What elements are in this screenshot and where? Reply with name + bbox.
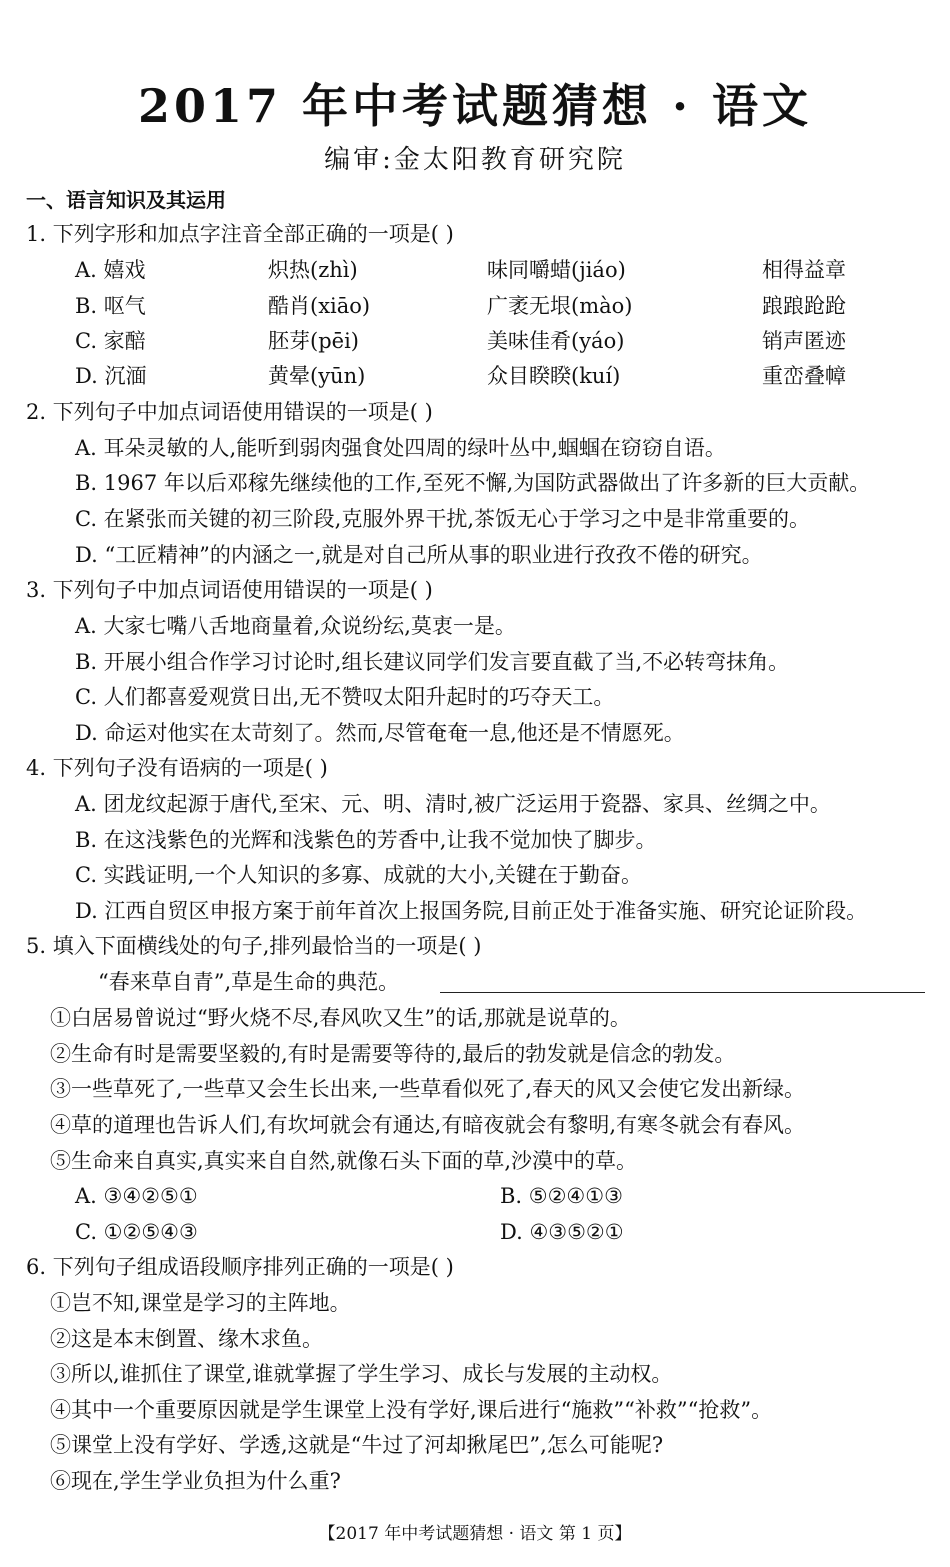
q6-sentence-2: ②这是本末倒置、缘木求鱼。 [50, 1327, 323, 1351]
q3-option-d: D. 命运对他实在太苛刻了。然而,尽管奄奄一息,他还是不情愿死。 [75, 721, 685, 745]
q1-a-col1: A. 嬉戏 [75, 258, 146, 282]
q6-sentence-4: ④其中一个重要原因就是学生课堂上没有学好,课后进行“施救”“补救”“抢救”。 [50, 1398, 773, 1422]
answer-blank-line [440, 992, 925, 993]
q6-sentence-5: ⑤课堂上没有学好、学透,这就是“牛过了河却揪尾巴”,怎么可能呢? [50, 1433, 664, 1457]
q1-d-col1: D. 沉湎 [75, 364, 147, 388]
q6-sentence-3: ③所以,谁抓住了课堂,谁就掌握了学生学习、成长与发展的主动权。 [50, 1362, 673, 1386]
editor-line: 编审:金太阳教育研究院 [324, 145, 626, 175]
q1-d-col4: 重峦叠幛 [762, 364, 846, 388]
q6-sentence-6: ⑥现在,学生学业负担为什么重? [50, 1469, 341, 1493]
q5-choice-d: D. ④③⑤②① [500, 1220, 624, 1244]
q5-lead-sentence: “春来草自青”,草是生命的典范。 [98, 970, 400, 994]
q1-b-col3: 广袤无垠(mào) [487, 294, 633, 318]
q1-c-col1: C. 家醅 [75, 329, 146, 353]
q5-sentence-5: ⑤生命来自真实,真实来自自然,就像石头下面的草,沙漠中的草。 [50, 1149, 638, 1173]
q1-c-col2: 胚芽(pēi) [268, 329, 359, 353]
q1-b-col4: 踉踉跄跄 [762, 294, 846, 318]
section-heading: 一、语言知识及其运用 [26, 188, 226, 212]
q1-b-col1: B. 呕气 [75, 294, 146, 318]
question-2-stem: 2. 下列句子中加点词语使用错误的一项是( ) [26, 400, 433, 424]
q5-sentence-4: ④草的道理也告诉人们,有坎坷就会有通达,有暗夜就会有黎明,有寒冬就会有春风。 [50, 1113, 806, 1137]
q1-b-col2: 酷肖(xiāo) [268, 294, 371, 318]
q2-option-d: D. “工匠精神”的内涵之一,就是对自己所从事的职业进行孜孜不倦的研究。 [75, 543, 763, 567]
question-6-stem: 6. 下列句子组成语段顺序排列正确的一项是( ) [26, 1255, 454, 1279]
q4-option-b: B. 在这浅紫色的光辉和浅紫色的芳香中,让我不觉加快了脚步。 [75, 828, 657, 852]
page-title: 2017 年中考试题猜想 · 语文 [137, 79, 813, 133]
q1-c-col4: 销声匿迹 [762, 329, 846, 353]
q5-sentence-2: ②生命有时是需要坚毅的,有时是需要等待的,最后的勃发就是信念的勃发。 [50, 1042, 736, 1066]
q4-option-c: C. 实践证明,一个人知识的多寡、成就的大小,关键在于勤奋。 [75, 863, 643, 887]
q4-option-d: D. 江西自贸区申报方案于前年首次上报国务院,目前正处于准备实施、研究论证阶段。 [75, 899, 868, 923]
question-5-stem: 5. 填入下面横线处的句子,排列最恰当的一项是( ) [26, 934, 482, 958]
q2-option-c: C. 在紧张而关键的初三阶段,克服外界干扰,茶饭无心于学习之中是非常重要的。 [75, 507, 811, 531]
question-3-stem: 3. 下列句子中加点词语使用错误的一项是( ) [26, 578, 433, 602]
q3-option-b: B. 开展小组合作学习讨论时,组长建议同学们发言要直截了当,不必转弯抹角。 [75, 650, 790, 674]
q6-sentence-1: ①岂不知,课堂是学习的主阵地。 [50, 1291, 351, 1315]
question-4-stem: 4. 下列句子没有语病的一项是( ) [26, 756, 328, 780]
q1-d-col3: 众目睽睽(kuí) [487, 364, 621, 388]
q2-option-b: B. 1967 年以后邓稼先继续他的工作,至死不懈,为国防武器做出了许多新的巨大贡献。 [75, 471, 871, 495]
q5-choice-b: B. ⑤②④①③ [500, 1184, 623, 1208]
q5-choice-a: A. ③④②⑤① [75, 1184, 198, 1208]
q5-sentence-1: ①白居易曾说过“野火烧不尽,春风吹又生”的话,那就是说草的。 [50, 1006, 631, 1030]
q4-option-a: A. 团龙纹起源于唐代,至宋、元、明、清时,被广泛运用于瓷器、家具、丝绸之中。 [75, 792, 831, 816]
q1-d-col2: 黄晕(yūn) [268, 364, 366, 388]
q1-c-col3: 美味佳肴(yáo) [487, 329, 625, 353]
q3-option-a: A. 大家七嘴八舌地商量着,众说纷纭,莫衷一是。 [75, 614, 516, 638]
q5-sentence-3: ③一些草死了,一些草又会生长出来,一些草看似死了,春天的风又会使它发出新绿。 [50, 1077, 806, 1101]
page-footer: 【2017 年中考试题猜想 · 语文 第 1 页】 [318, 1524, 632, 1544]
q3-option-c: C. 人们都喜爱观赏日出,无不赞叹太阳升起时的巧夺天工。 [75, 685, 615, 709]
q2-option-a: A. 耳朵灵敏的人,能听到弱肉强食处四周的绿叶丛中,蝈蝈在窃窃自语。 [75, 436, 726, 460]
q1-a-col2: 炽热(zhì) [268, 258, 358, 282]
q1-a-col4: 相得益章 [762, 258, 846, 282]
question-1-stem: 1. 下列字形和加点字注音全部正确的一项是( ) [26, 222, 454, 246]
q1-a-col3: 味同嚼蜡(jiáo) [487, 258, 626, 282]
q5-choice-c: C. ①②⑤④③ [75, 1220, 198, 1244]
